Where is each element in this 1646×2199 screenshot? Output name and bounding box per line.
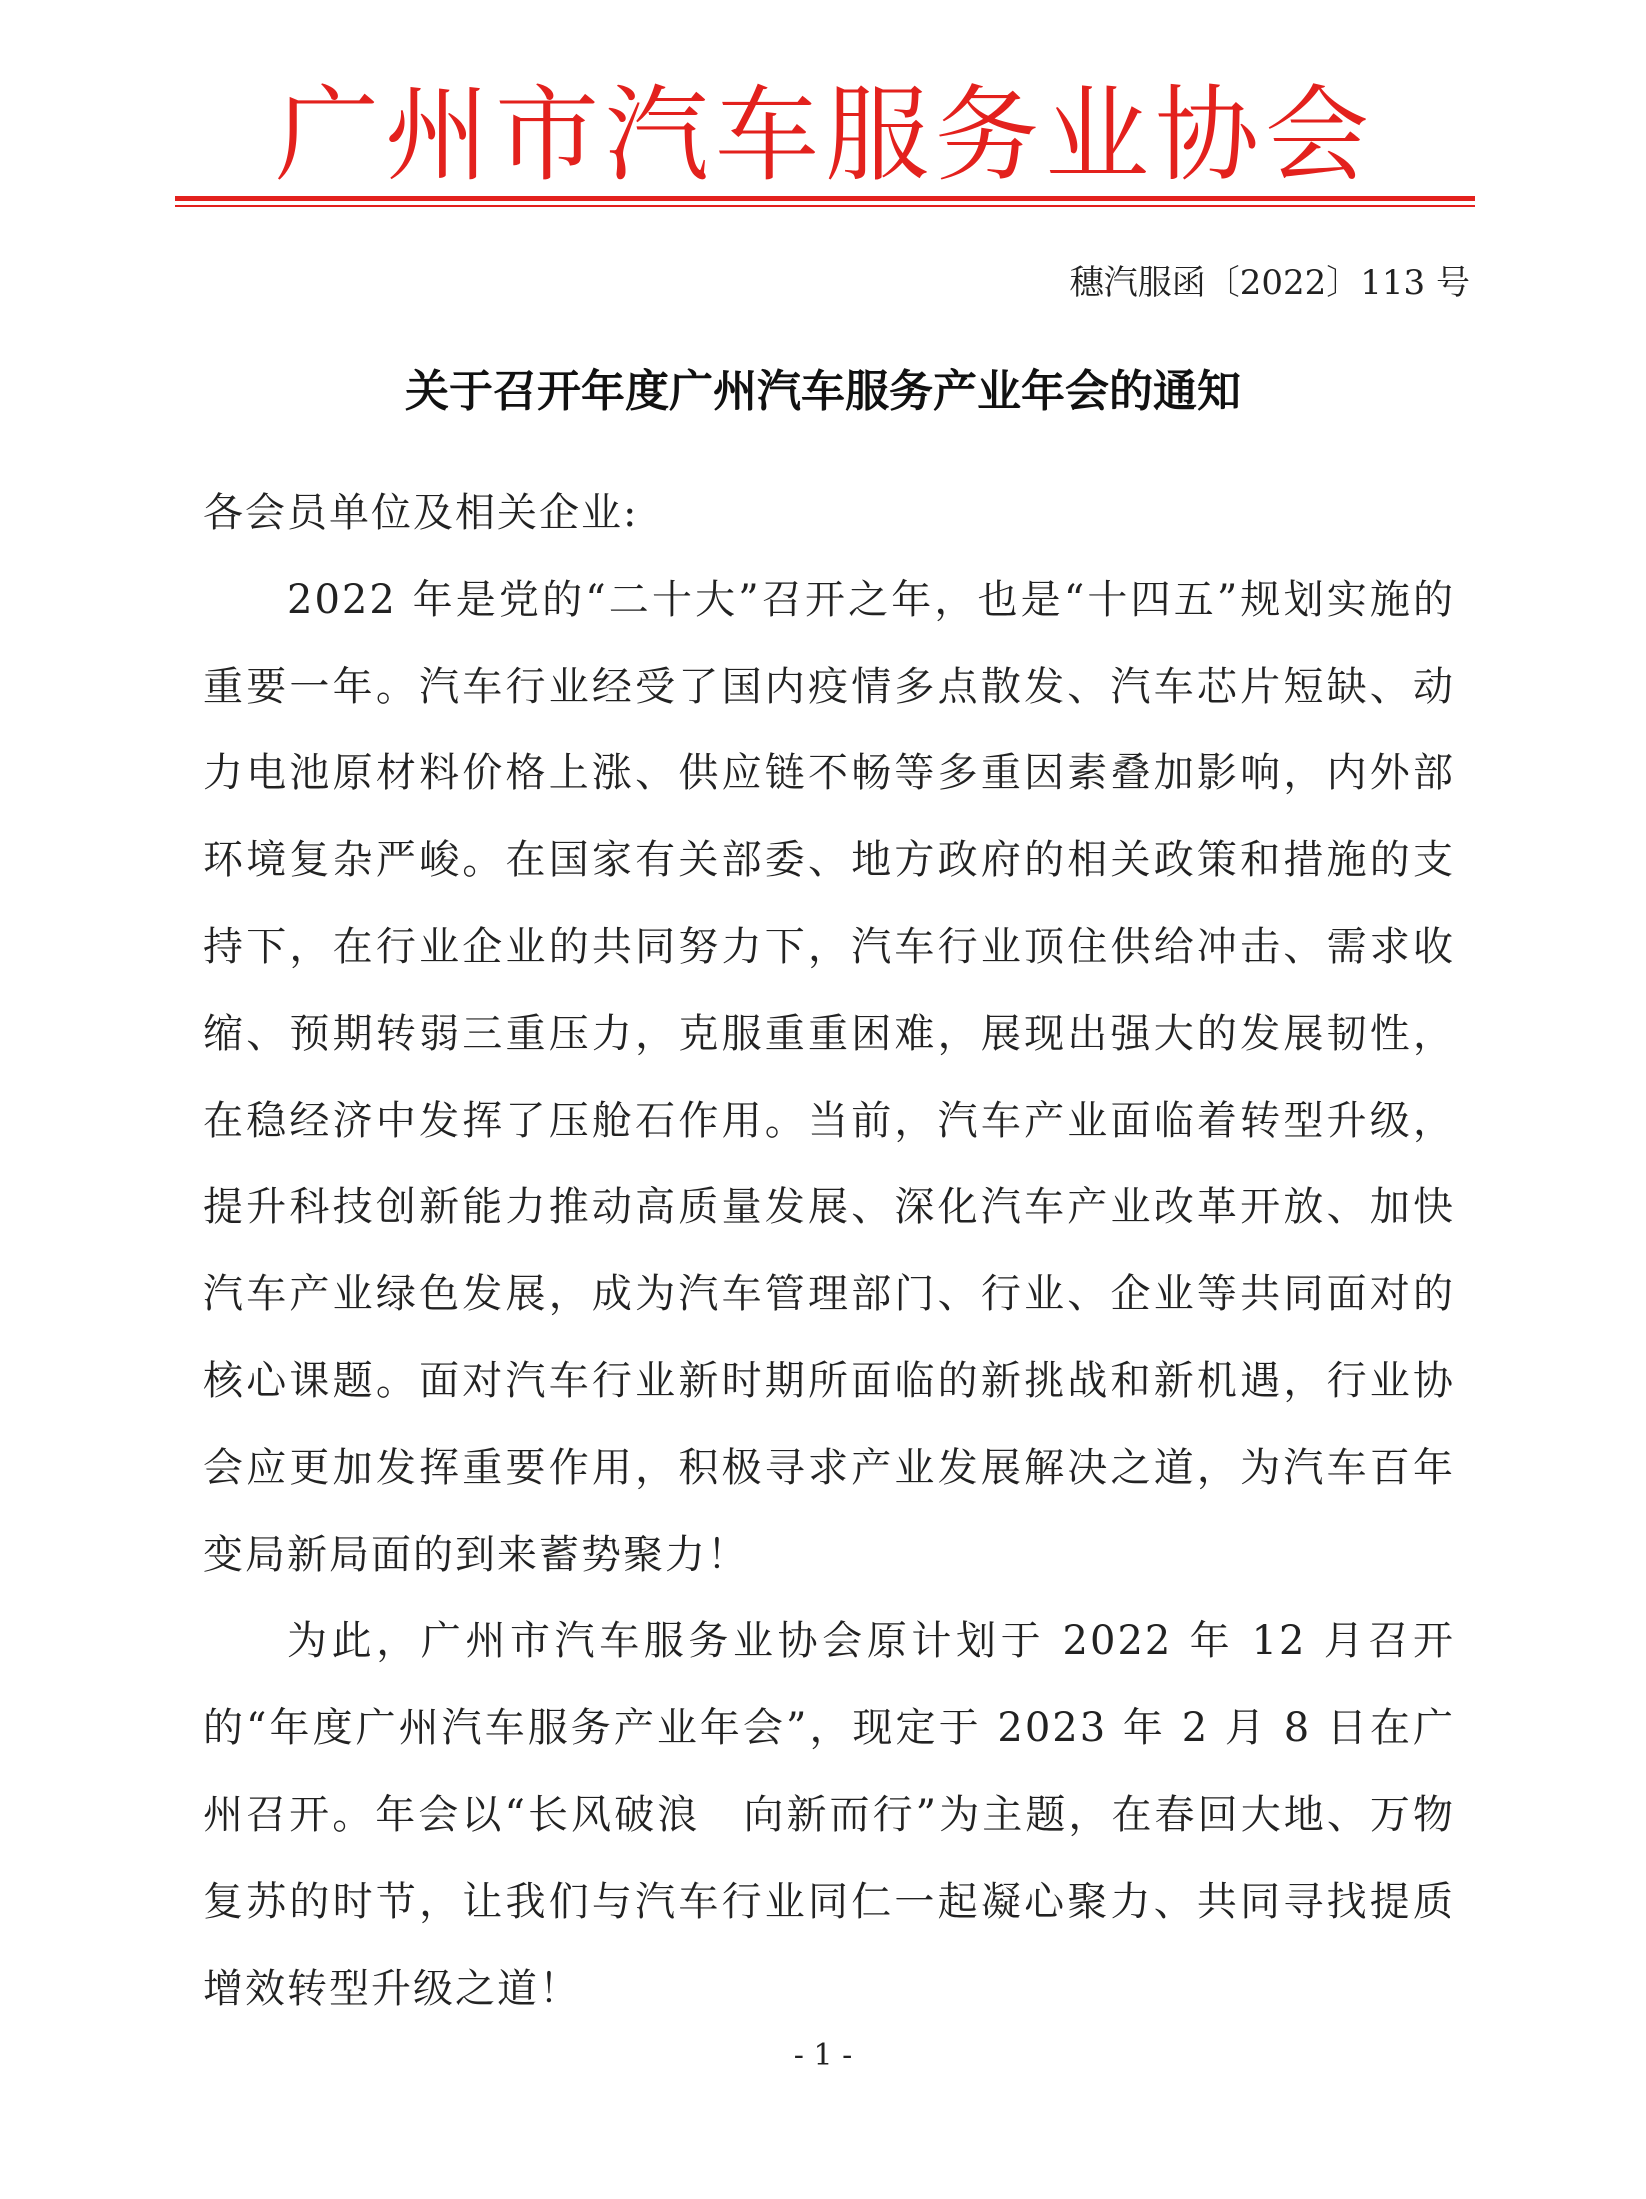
document-body xyxy=(203,470,1455,2032)
document-number: 穗汽服函〔2022〕113 号 xyxy=(1069,263,1470,303)
page-number: - 1 - xyxy=(793,2038,853,2073)
document-title: 关于召开年度广州汽车服务产业年会的通知 xyxy=(405,366,1241,417)
letterhead-org-name: 广州市汽车服务业协会 xyxy=(274,74,1375,196)
body-paragraph-1: 2022 年是党的“二十大”召开之年，也是“十四五”规划实施的重要一年。汽车行业经受了国内疫情多点散发、汽车芯片短缺、动力电池原材料价格上涨、供应链不畅等多重因素叠加影响，内外部环境复杂严峻。在国家有关部委、地方政府的相关政策和措施的支持下，在行业企业的共同努力下，汽车行业顶住供给冲击、需求收缩、预期转弱三重压力，克服重重困难，展现出强大的发展韧性，在稳经济中发挥了压舱石作用。当前，汽车产业面临着转型升级，提升科技创新能力推动高质量发展、深化汽车产业改革开放、加快汽车产业绿色发展，成为汽车管理部门、行业、企业等共同面对的核心课题。面对汽车行业新时期所面临的新挑战和新机遇，行业协会应更加发挥重要作用，积极寻求产业发展解决之道，为汽车百年变局新局面的到来蓄势聚力！ xyxy=(203,576,1455,1578)
letterhead-red-rule-thin xyxy=(175,205,1475,207)
salutation: 各会员单位及相关企业: xyxy=(203,490,639,536)
body-paragraph-2: 为此，广州市汽车服务业协会原计划于 2022 年 12 月召开的“年度广州汽车服务产业年会”，现定于 2023 年 2 月 8 日在广州召开。年会以“长风破浪 向新而行”为主题，在春回大地、万物复苏的时节，让我们与汽车行业同仁一起凝心聚力、共同寻找提质增效转型升级之道！ xyxy=(203,1618,1455,2012)
letterhead-red-rule xyxy=(175,196,1475,201)
